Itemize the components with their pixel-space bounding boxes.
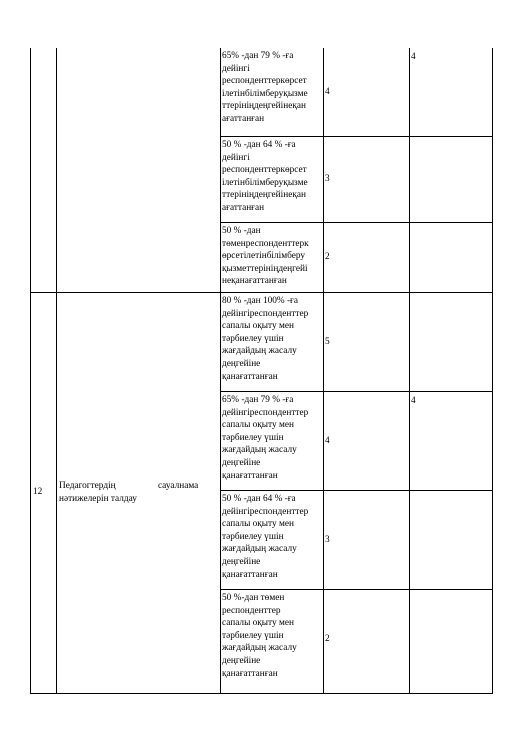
criterion-score: 4 bbox=[325, 436, 330, 446]
max-score: 4 bbox=[411, 396, 416, 406]
table-border bbox=[323, 48, 324, 694]
table-border bbox=[30, 693, 493, 694]
table-border bbox=[220, 391, 493, 392]
criterion-score: 3 bbox=[325, 174, 330, 184]
table-border bbox=[30, 292, 493, 293]
criterion-cell: 65% -дан 79 % -ға дейінгіреспонденттер сапалы оқыту мен тәрбиелеу үшін жағдайдың жасалу деңгейіне қанағаттанған bbox=[222, 395, 309, 481]
max-score: 4 bbox=[411, 52, 416, 62]
table-border bbox=[220, 48, 221, 694]
criterion-score: 4 bbox=[325, 87, 330, 97]
table-border bbox=[220, 136, 493, 137]
criterion-score: 5 bbox=[325, 337, 330, 347]
table-border bbox=[220, 589, 493, 590]
criterion-score: 2 bbox=[325, 634, 330, 644]
assessment-table bbox=[30, 48, 493, 694]
indicator-name: Педагогтердің сауалнама нәтижелерін талдау bbox=[59, 481, 199, 504]
table-border bbox=[56, 48, 57, 694]
table-border bbox=[220, 490, 493, 491]
criterion-cell: 50 % -дан 64 % -ға дейінгі респонденттеркөрсет ілетінбілімберуқызме ттерініңдеңгейінеқан ағаттанған bbox=[222, 140, 308, 213]
table-border bbox=[220, 222, 493, 223]
table-border bbox=[409, 48, 410, 694]
table-border bbox=[492, 48, 493, 694]
table-border bbox=[30, 48, 31, 694]
row-number: 12 bbox=[33, 487, 43, 497]
criterion-cell: 50 %-дан төмен респонденттер сапалы оқыту мен тәрбиелеу үшін жағдайдың жасалу деңгейіне қанағаттанған bbox=[222, 593, 297, 679]
criterion-cell: 50 % -дан 64 % -ға дейінгіреспонденттер сапалы оқыту мен тәрбиелеу үшін жағдайдың жасалу деңгейіне қанағаттанған bbox=[222, 494, 309, 580]
criterion-cell: 65% -дан 79 % -ға дейінгі респонденттеркөрсет ілетінбілімберуқызме ттерініңдеңгейінеқан ағаттанған bbox=[222, 51, 308, 124]
criterion-cell: 80 % -дан 100% -ға дейінгіреспонденттер сапалы оқыту мен тәрбиелеу үшін жағдайдың жасалу деңгейіне қанағаттанған bbox=[222, 296, 309, 382]
criterion-cell: 50 % -дан төменреспонденттерк өрсетілетінбілімберу қызметтерініңдеңгейі неқанағаттанған bbox=[222, 226, 309, 287]
criterion-score: 3 bbox=[325, 535, 330, 545]
criterion-score: 2 bbox=[325, 252, 330, 262]
